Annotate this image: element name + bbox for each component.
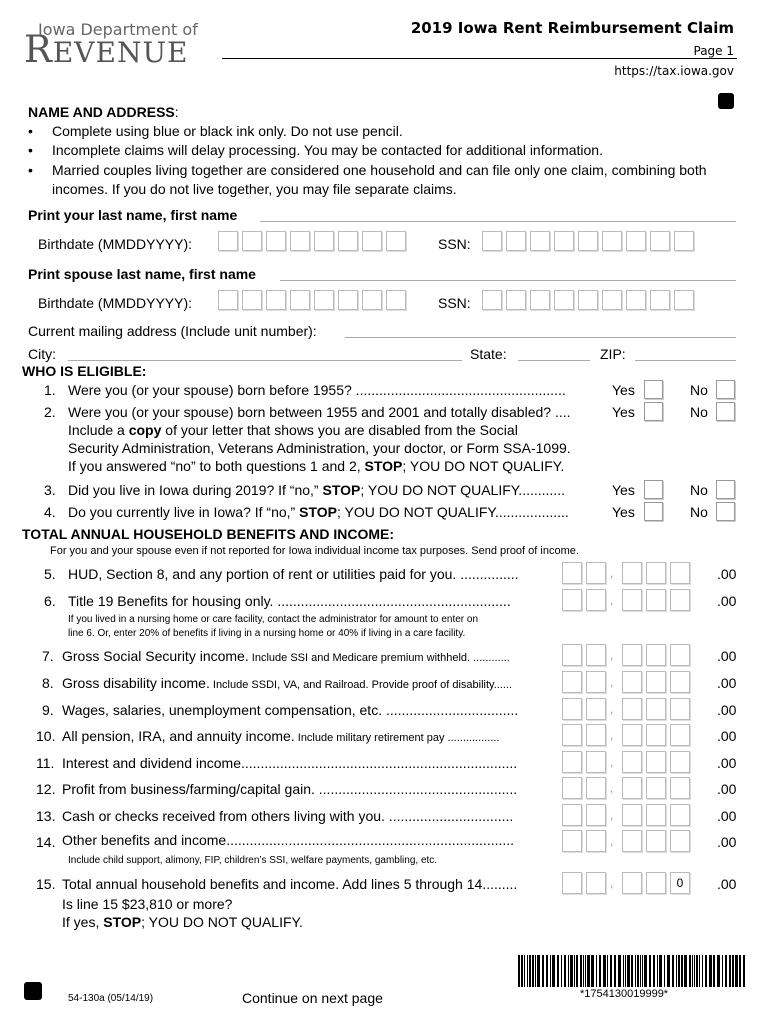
barcode-bar — [568, 955, 569, 987]
q3-yes-checkbox[interactable] — [644, 480, 663, 499]
income-heading: TOTAL ANNUAL HOUSEHOLD BENEFITS AND INCOME: — [22, 526, 395, 542]
barcode-bar — [664, 955, 665, 987]
barcode-bar — [689, 955, 691, 987]
barcode-bar — [713, 955, 715, 987]
q2-stop-note: If you answered “no” to both questions 1 and 2, STOP; YOU DO NOT QUALIFY. — [68, 458, 565, 474]
barcode-bar — [599, 955, 601, 987]
barcode-bar — [576, 955, 578, 987]
q4-yes-label: Yes — [612, 504, 635, 520]
barcode-bar — [529, 955, 531, 987]
bullet-ink: • Complete using blue or black ink only. Do not use pencil. — [28, 123, 728, 139]
barcode-bar — [722, 955, 723, 987]
barcode-bar — [739, 955, 741, 987]
line11-text: Interest and dividend income....................................................................... — [62, 755, 518, 771]
registration-mark-bottom — [24, 982, 42, 1000]
line6-note-1: If you lived in a nursing home or care facility, contact the administrator for amount to enter on — [68, 614, 479, 625]
q1-yes-checkbox[interactable] — [644, 380, 663, 399]
q3-yes-label: Yes — [612, 482, 635, 498]
line14-note: Include child support, alimony, FIP, children’s SSI, welfare payments, gambling, etc. — [68, 855, 438, 866]
line15-amount[interactable]: , 0 — [562, 872, 694, 896]
barcode-bar — [694, 955, 695, 987]
q2-yes-checkbox[interactable] — [644, 402, 663, 421]
website-url: https://tax.iowa.gov — [614, 64, 734, 78]
logo-revenue: REVENUE — [24, 28, 189, 71]
barcode-bar — [692, 955, 693, 987]
line5-cents: .00 — [717, 566, 737, 582]
zip-field[interactable] — [635, 346, 736, 361]
income-subheading: For you and your spouse even if not reported for Iowa individual income tax purposes. Send proof of income. — [50, 545, 579, 557]
barcode-bar — [596, 955, 597, 987]
q2-yes-label: Yes — [612, 404, 635, 420]
name-address-heading: NAME AND ADDRESS: — [28, 104, 179, 120]
barcode-bar — [537, 955, 540, 987]
barcode-bar — [653, 955, 655, 987]
q4-number: 4. — [44, 504, 56, 520]
line9-text: Wages, salaries, unemployment compensation, etc. .................................. — [62, 702, 519, 718]
line14-number: 14. — [36, 834, 56, 850]
line10-amount[interactable]: , — [562, 724, 694, 748]
line14-cents: .00 — [717, 834, 737, 850]
line8-cents: .00 — [717, 675, 737, 691]
q1-text: Were you (or your spouse) born before 1955? ...................................................... — [68, 382, 566, 398]
line5-text: HUD, Section 8, and any portion of rent or utilities paid for you. ............... — [68, 566, 519, 582]
q4-yes-checkbox[interactable] — [644, 502, 663, 521]
birthdate-boxes[interactable] — [218, 231, 410, 254]
q2-agency-note: Security Administration, Veterans Administration, your doctor, or Form SSA-1099. — [68, 440, 571, 456]
barcode-bar — [603, 955, 606, 987]
line14-amount[interactable]: , — [562, 830, 694, 854]
barcode-bar — [732, 955, 734, 987]
city-field[interactable] — [68, 346, 462, 361]
mailing-field[interactable] — [345, 323, 736, 338]
line11-amount[interactable]: , — [562, 751, 694, 775]
spouse-name-field[interactable] — [280, 266, 736, 281]
barcode-bar — [635, 955, 636, 987]
line15-number: 15. — [36, 876, 56, 892]
q1-no-label: No — [690, 382, 708, 398]
barcode-bar — [585, 955, 586, 987]
barcode-bar — [587, 955, 590, 987]
barcode-bar — [678, 955, 680, 987]
q2-copy-note: Include a copy of your letter that shows you are disabled from the Social — [68, 422, 518, 438]
name-field[interactable] — [260, 207, 736, 222]
line9-amount[interactable]: , — [562, 698, 694, 722]
zip-label: ZIP: — [600, 346, 626, 362]
line15-question: Is line 15 $23,810 or more? — [62, 896, 233, 912]
line6-cents: .00 — [717, 593, 737, 609]
continue-note: Continue on next page — [242, 990, 383, 1006]
line12-number: 12. — [36, 781, 56, 797]
barcode-bar — [699, 955, 700, 987]
barcode-bar — [535, 955, 536, 987]
q3-no-label: No — [690, 482, 708, 498]
barcode-bar — [591, 955, 594, 987]
line11-cents: .00 — [717, 755, 737, 771]
barcode — [518, 955, 746, 987]
bullet-married: • Married couples living together are considered one household and can file only one claim, combining both incomes. If you do not live together, you may file separate claims. — [28, 161, 728, 199]
q2-no-checkbox[interactable] — [716, 402, 735, 421]
barcode-bar — [705, 955, 707, 987]
bullet-incomplete: • Incomplete claims will delay processing. You may be contacted for additional information. — [28, 142, 728, 158]
barcode-bar — [644, 955, 647, 987]
birthdate-label: Birthdate (MMDDYYYY): — [38, 236, 193, 252]
name-label: Print your last name, first name — [28, 207, 238, 223]
barcode-bar — [557, 955, 559, 987]
q4-text: Do you currently live in Iowa? If “no,” STOP; YOU DO NOT QUALIFY................... — [68, 504, 569, 520]
spouse-birthdate-boxes[interactable] — [218, 290, 410, 313]
barcode-bar — [684, 955, 687, 987]
line14-text: Other benefits and income.......................................................................... — [62, 832, 515, 848]
barcode-bar — [717, 955, 720, 987]
header-divider — [222, 58, 737, 59]
line15-cents: .00 — [717, 876, 737, 892]
line15-text: Total annual household benefits and income. Add lines 5 through 14......... — [62, 876, 518, 892]
barcode-bar — [561, 955, 562, 987]
barcode-bar — [672, 955, 674, 987]
q2-no-label: No — [690, 404, 708, 420]
q4-no-label: No — [690, 504, 708, 520]
barcode-bar — [521, 955, 523, 987]
barcode-bar — [642, 955, 643, 987]
barcode-bar — [627, 955, 630, 987]
form-id: 54-130a (05/14/19) — [68, 993, 154, 1004]
barcode-bar — [532, 955, 534, 987]
ssn-label: SSN: — [438, 236, 471, 252]
spouse-name-label: Print spouse last name, first name — [28, 266, 256, 282]
line13-text: Cash or checks received from others living with you. ................................ — [62, 808, 514, 824]
barcode-bar — [702, 955, 703, 987]
line13-number: 13. — [36, 808, 56, 824]
line12-cents: .00 — [717, 781, 737, 797]
barcode-bar — [583, 955, 584, 987]
line7-amount[interactable]: , — [562, 644, 694, 668]
barcode-bar — [518, 955, 520, 987]
barcode-bar — [657, 955, 658, 987]
line5-amount[interactable]: , — [562, 562, 694, 586]
q2-number: 2. — [44, 404, 56, 420]
q1-no-checkbox[interactable] — [716, 380, 735, 399]
barcode-bar — [574, 955, 575, 987]
barcode-bar — [607, 955, 608, 987]
registration-mark — [718, 93, 734, 109]
barcode-bar — [659, 955, 662, 987]
line10-text: All pension, IRA, and annuity income. Include military retirement pay ................. — [62, 728, 500, 744]
line9-number: 9. — [42, 702, 54, 718]
barcode-bar — [743, 955, 745, 987]
barcode-bar — [614, 955, 616, 987]
barcode-bar — [618, 955, 621, 987]
line10-number: 10. — [36, 728, 56, 744]
page-number: Page 1 — [693, 44, 734, 58]
barcode-bar — [625, 955, 626, 987]
line6-amount[interactable]: , — [562, 589, 694, 613]
line11-number: 11. — [36, 755, 55, 771]
spouse-birthdate-label: Birthdate (MMDDYYYY): — [38, 295, 193, 311]
line10-cents: .00 — [717, 728, 737, 744]
barcode-bar — [676, 955, 677, 987]
logo-department: Iowa Department of — [38, 20, 198, 39]
q4-no-checkbox[interactable] — [716, 502, 735, 521]
barcode-bar — [709, 955, 712, 987]
line8-text: Gross disability income. Include SSDI, VA, and Railroad. Provide proof of disability...... — [62, 675, 513, 691]
barcode-bar — [649, 955, 651, 987]
line12-text: Profit from business/farming/capital gain. ................................................... — [62, 781, 518, 797]
line8-number: 8. — [42, 675, 54, 691]
barcode-bar — [550, 955, 551, 987]
state-field[interactable] — [518, 346, 590, 361]
line13-amount[interactable]: , — [562, 804, 694, 828]
barcode-bar — [631, 955, 633, 987]
barcode-bar — [564, 955, 566, 987]
line5-number: 5. — [44, 566, 56, 582]
q1-number: 1. — [44, 382, 56, 398]
barcode-bar — [725, 955, 727, 987]
barcode-bar — [640, 955, 641, 987]
barcode-bar — [623, 955, 624, 987]
state-label: State: — [470, 346, 507, 362]
line9-cents: .00 — [717, 702, 737, 718]
line12-amount[interactable]: , — [562, 777, 694, 801]
city-label: City: — [28, 346, 56, 362]
barcode-bar — [610, 955, 612, 987]
q3-no-checkbox[interactable] — [716, 480, 735, 499]
line15-value: 0 — [670, 872, 690, 894]
mailing-label: Current mailing address (Include unit number): — [28, 323, 317, 339]
line6-text: Title 19 Benefits for housing only. ............................................................ — [68, 593, 511, 609]
barcode-bar — [637, 955, 639, 987]
barcode-text: *1754130019999* — [580, 988, 669, 1000]
q2-text: Were you (or your spouse) born between 1955 and 2001 and totally disabled? .... — [68, 404, 571, 420]
barcode-bar — [546, 955, 548, 987]
barcode-bar — [729, 955, 731, 987]
barcode-bar — [735, 955, 738, 987]
form-title: 2019 Iowa Rent Reimbursement Claim — [410, 19, 734, 37]
q3-number: 3. — [44, 482, 56, 498]
spouse-ssn-label: SSN: — [438, 295, 471, 311]
barcode-bar — [580, 955, 582, 987]
ssn-boxes[interactable] — [482, 231, 698, 254]
barcode-bar — [696, 955, 698, 987]
barcode-bar — [524, 955, 525, 987]
line7-cents: .00 — [717, 648, 737, 664]
line15-stop: If yes, STOP; YOU DO NOT QUALIFY. — [62, 914, 303, 930]
barcode-bar — [542, 955, 544, 987]
q3-text: Did you live in Iowa during 2019? If “no,” STOP; YOU DO NOT QUALIFY............ — [68, 482, 565, 498]
barcode-bar — [667, 955, 670, 987]
spouse-ssn-boxes[interactable] — [482, 290, 698, 313]
line6-note-2: line 6. Or, enter 20% of benefits if living in a nursing home or 40% if living in a care facility. — [68, 628, 466, 639]
line8-amount[interactable]: , — [562, 671, 694, 695]
line7-number: 7. — [42, 648, 54, 664]
eligible-heading: WHO IS ELIGIBLE: — [22, 363, 147, 379]
barcode-bar — [552, 955, 555, 987]
barcode-bar — [681, 955, 683, 987]
q1-yes-label: Yes — [612, 382, 635, 398]
line6-number: 6. — [44, 593, 56, 609]
line7-text: Gross Social Security income. Include SSI and Medicare premium withheld. ............ — [62, 648, 510, 664]
line13-cents: .00 — [717, 808, 737, 824]
barcode-bar — [527, 955, 528, 987]
barcode-bar — [570, 955, 573, 987]
